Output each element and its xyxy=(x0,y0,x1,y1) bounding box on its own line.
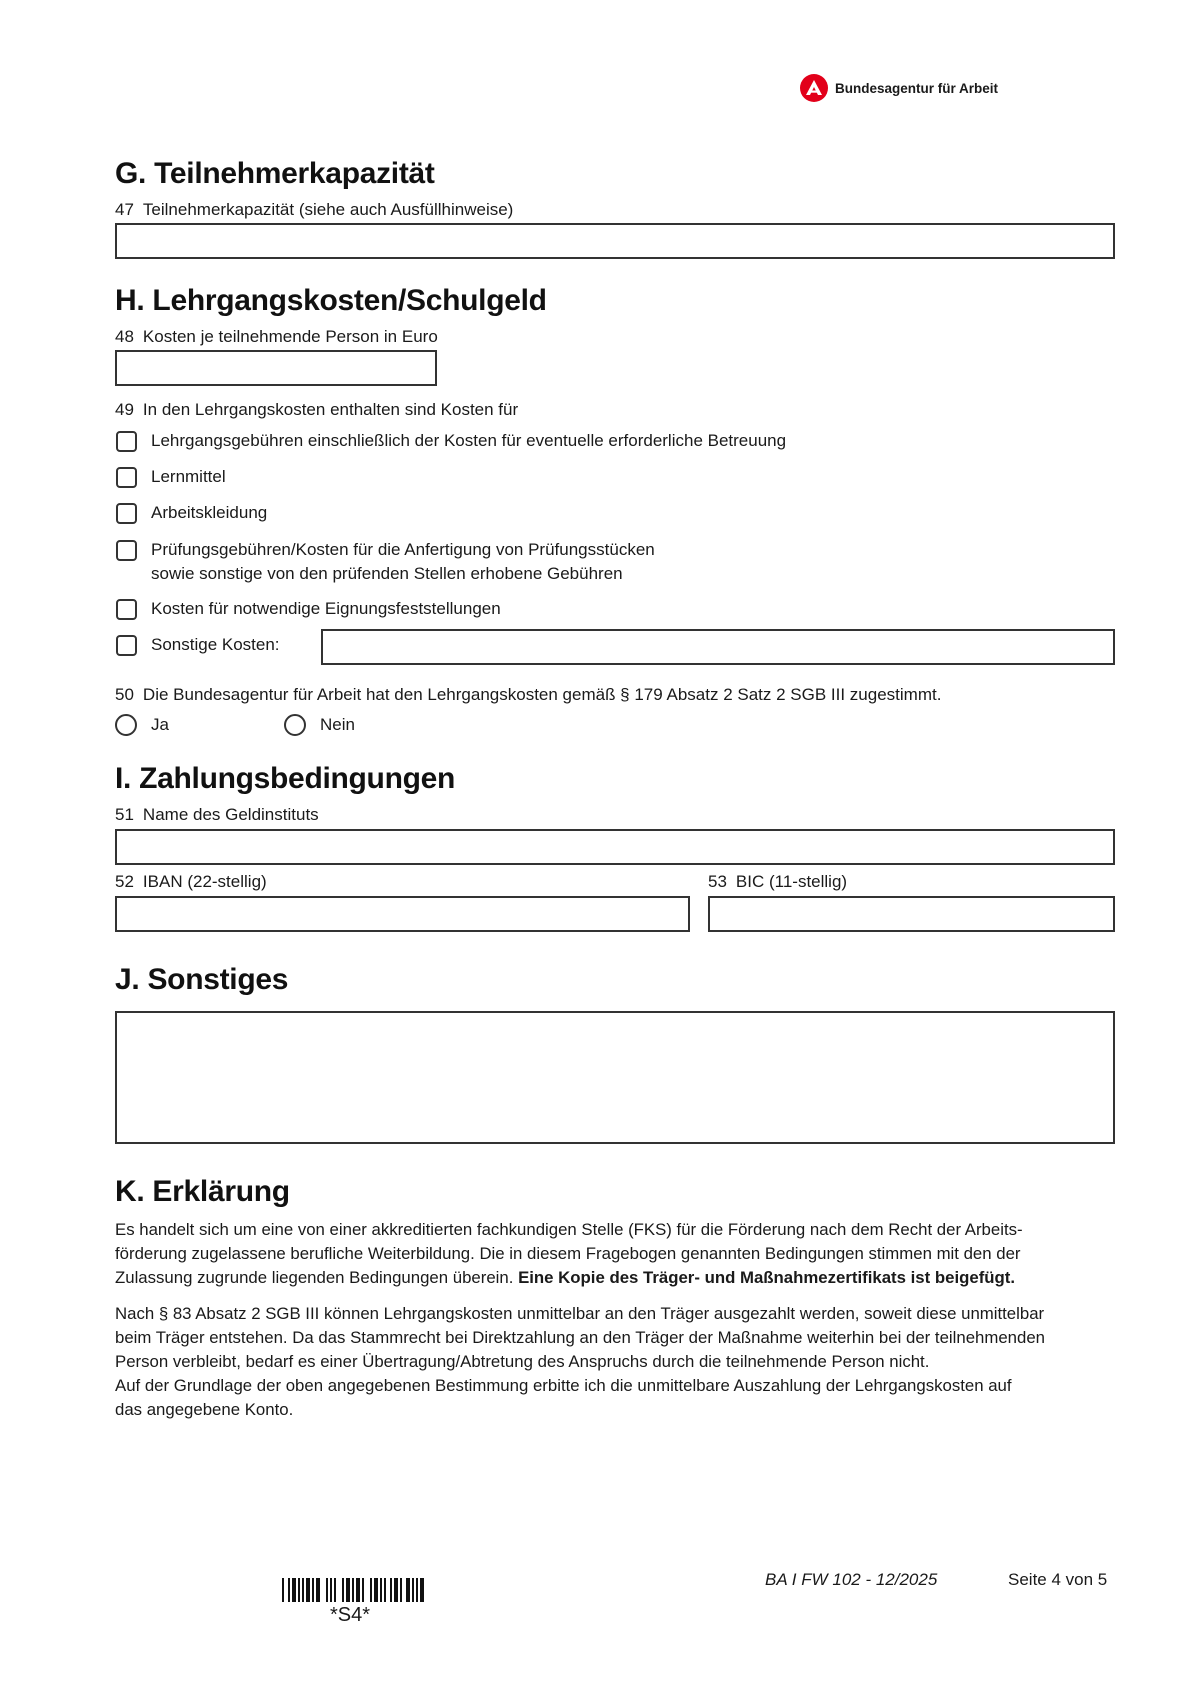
section-j-title: J. Sonstiges xyxy=(115,963,289,996)
exam-fees-checkbox[interactable] xyxy=(116,540,137,561)
agency-logo-icon xyxy=(800,74,828,102)
exam-fees-label-line1: Prüfungsgebühren/Kosten für die Anfertigung von Prüfungsstücken xyxy=(151,540,655,559)
course-fees-checkbox[interactable] xyxy=(116,431,137,452)
section-i-title: I. Zahlungsbedingungen xyxy=(115,762,456,795)
q49-label: 49 In den Lehrgangskosten enthalten sind Kosten für xyxy=(115,400,519,419)
barcode-text: *S4* xyxy=(330,1604,371,1626)
page-number: Seite 4 von 5 xyxy=(1008,1570,1108,1589)
learning-materials-label: Lernmittel xyxy=(151,467,226,486)
form-id: BA I FW 102 - 12/2025 xyxy=(765,1570,938,1589)
declaration-paragraph-1: Es handelt sich um eine von einer akkreditierten fachkundigen Stelle (FKS) für die Förderung nach dem Recht der Arbeits- förderung zugelassene berufliche Weiterbildung. Die in diesem Fragebogen genannten Bedingungen stimmen mit den der Zulassung zugrunde liegenden Bedingungen überein. Eine Kopie des Träger- und Maßnahmezertifikats ist beigefügt. xyxy=(115,1220,1023,1287)
q53-label: 53 BIC (11-stellig) xyxy=(708,872,848,891)
approval-no-label: Nein xyxy=(320,715,355,734)
q47-label: 47 Teilnehmerkapazität (siehe auch Ausfüllhinweise) xyxy=(115,200,514,219)
approval-yes-radio[interactable] xyxy=(115,714,137,736)
other-notes-textarea[interactable] xyxy=(115,1011,1115,1144)
course-fees-label: Lehrgangsgebühren einschließlich der Kosten für eventuelle erforderliche Betreuung xyxy=(151,431,787,450)
page-barcode xyxy=(282,1578,424,1602)
q51-label: 51 Name des Geldinstituts xyxy=(115,805,319,824)
learning-materials-checkbox[interactable] xyxy=(116,467,137,488)
section-h-title: H. Lehrgangskosten/Schulgeld xyxy=(115,284,547,317)
agency-name: Bundesagentur für Arbeit xyxy=(835,80,999,96)
approval-no-radio[interactable] xyxy=(284,714,306,736)
exam-fees-label-line2: sowie sonstige von den prüfenden Stellen erhobene Gebühren xyxy=(151,564,623,583)
other-costs-label: Sonstige Kosten: xyxy=(151,635,280,654)
approval-yes-label: Ja xyxy=(151,715,169,734)
work-clothing-checkbox[interactable] xyxy=(116,503,137,524)
participant-capacity-input[interactable] xyxy=(115,223,1115,259)
bank-name-input[interactable] xyxy=(115,829,1115,865)
agency-logo xyxy=(800,74,998,102)
q52-label: 52 IBAN (22-stellig) xyxy=(115,872,267,891)
other-costs-input[interactable] xyxy=(321,629,1115,665)
section-k-title: K. Erklärung xyxy=(115,1175,290,1208)
work-clothing-label: Arbeitskleidung xyxy=(151,503,268,522)
other-costs-checkbox[interactable] xyxy=(116,635,137,656)
aptitude-test-label: Kosten für notwendige Eignungsfeststellungen xyxy=(151,599,501,618)
section-g-title: G. Teilnehmerkapazität xyxy=(115,157,435,190)
bic-input[interactable] xyxy=(708,896,1115,932)
q50-label: 50 Die Bundesagentur für Arbeit hat den Lehrgangskosten gemäß § 179 Absatz 2 Satz 2 SGB III zugestimmt. xyxy=(115,685,942,704)
q48-label: 48 Kosten je teilnehmende Person in Euro xyxy=(115,327,438,346)
cost-per-person-input[interactable] xyxy=(115,350,437,386)
declaration-paragraph-2: Nach § 83 Absatz 2 SGB III können Lehrgangskosten unmittelbar an den Träger ausgezahlt werden, soweit diese unmittelbar beim Träger entstehen. Da das Stammrecht bei Direktzahlung an den Träger der Maßnahme weiterhin bei der teilnehmenden Person verbleibt, bedarf es einer Übertragung/Abtretung des Anspruchs durch die teilnehmende Person nicht. Auf der Grundlage der oben angegebenen Bestimmung erbitte ich die unmittelbare Auszahlung der Lehrgangskosten auf das angegebene Konto. xyxy=(115,1304,1045,1419)
iban-input[interactable] xyxy=(115,896,690,932)
aptitude-test-checkbox[interactable] xyxy=(116,599,137,620)
